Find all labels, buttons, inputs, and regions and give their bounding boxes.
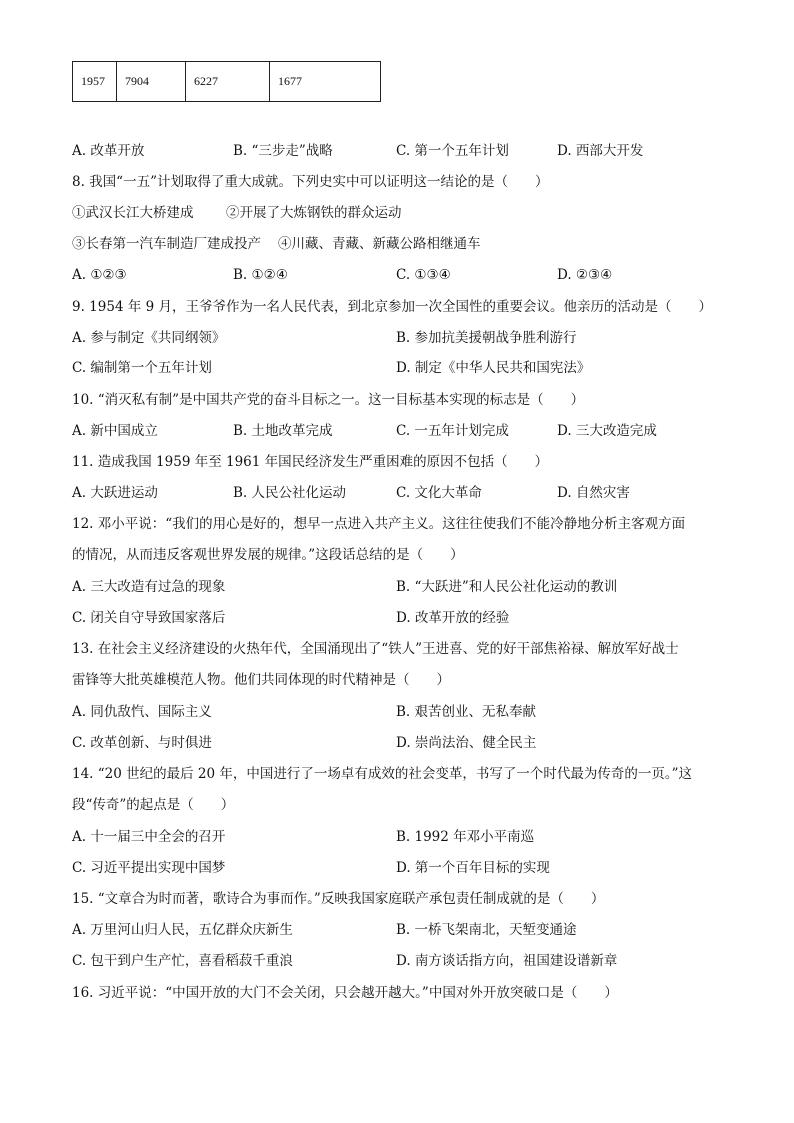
q12-stem-line-2: 的情况，从而违反客观世界发展的规律。”这段话总结的是（ ） <box>72 547 464 563</box>
q9-option-a: A. 参与制定《共同纲领》 <box>72 330 226 346</box>
table-row <box>73 62 381 102</box>
q16-stem: 16. 习近平说：“中国开放的大门不会关闭，只会越开越大。”中国对外开放突破口是（ ） <box>72 985 618 1001</box>
q8-item-3: ③长春第一汽车制造厂建成投产 <box>72 236 261 252</box>
q9-option-b: B. 参加抗美援朝战争胜利游行 <box>396 330 577 346</box>
q15-option-d: D. 南方谈话指方向，祖国建设谱新章 <box>396 953 618 969</box>
q8-option-b: B. ①②④ <box>233 267 288 283</box>
q12-option-b: B. “大跃进”和人民公社化运动的教训 <box>396 579 618 595</box>
q14-stem-line-1: 14. “20 世纪的最后 20 年，中国进行了一场卓有成效的社会变革，书写了一个时代最为传奇的一页。”这 <box>72 766 693 782</box>
q13-option-c: C. 改革创新、与时俱进 <box>72 735 212 751</box>
q10-option-c: C. 一五年计划完成 <box>396 423 509 439</box>
q9-option-d: D. 制定《中华人民共和国宪法》 <box>396 360 591 376</box>
q8-option-d: D. ②③④ <box>557 267 613 283</box>
q13-option-d: D. 崇尚法治、健全民主 <box>396 735 537 751</box>
q7-option-c: C. 第一个五年计划 <box>396 143 509 159</box>
q15-stem: 15. “文章合为时而著，歌诗合为事而作。”反映我国家庭联产承包责任制成就的是（ ） <box>72 891 605 907</box>
q10-option-d: D. 三大改造完成 <box>557 423 657 439</box>
table-cell-year: 1957 <box>73 62 117 102</box>
q7-option-d: D. 西部大开发 <box>557 143 644 159</box>
data-table <box>72 61 381 102</box>
q12-option-a: A. 三大改造有过急的现象 <box>72 579 226 595</box>
table-cell: 7904 <box>117 62 186 102</box>
q14-option-c: C. 习近平提出实现中国梦 <box>72 860 226 876</box>
q8-option-a: A. ①②③ <box>72 267 127 283</box>
q9-stem: 9. 1954 年 9 月，王爷爷作为一名人民代表，到北京参加一次全国性的重要会议。他亲历的活动是（ ） <box>72 299 712 315</box>
q10-option-a: A. 新中国成立 <box>72 423 158 439</box>
q8-item-4: ④川藏、青藏、新藏公路相继通车 <box>278 236 481 252</box>
q11-option-b: B. 人民公社化运动 <box>233 485 347 501</box>
table-cell: 6227 <box>186 62 270 102</box>
q11-option-a: A. 大跃进运动 <box>72 485 158 501</box>
q12-option-d: D. 改革开放的经验 <box>396 610 510 626</box>
q13-stem-line-1: 13. 在社会主义经济建设的火热年代，全国涌现出了“铁人”王进喜、党的好干部焦裕禄、解放军好战士 <box>72 641 679 657</box>
q14-stem-line-2: 段“传奇”的起点是（ ） <box>72 797 235 813</box>
q11-stem: 11. 造成我国 1959 年至 1961 年国民经济发生严重困难的原因不包括（ ） <box>72 454 549 470</box>
q15-option-a: A. 万里河山归人民，五亿群众庆新生 <box>72 922 293 938</box>
q12-option-c: C. 闭关自守导致国家落后 <box>72 610 226 626</box>
q14-option-a: A. 十一届三中全会的召开 <box>72 829 226 845</box>
q13-option-b: B. 艰苦创业、无私奉献 <box>396 704 537 720</box>
q8-item-1: ①武汉长江大桥建成 <box>72 205 194 221</box>
q7-option-a: A. 改革开放 <box>72 143 145 159</box>
q8-option-c: C. ①③④ <box>396 267 451 283</box>
q14-option-d: D. 第一个百年目标的实现 <box>396 860 550 876</box>
q11-option-c: C. 文化大革命 <box>396 485 482 501</box>
q8-stem: 8. 我国“一五”计划取得了重大成就。下列史实中可以证明这一结论的是（ ） <box>72 174 549 190</box>
q13-option-a: A. 同仇敌忾、国际主义 <box>72 704 212 720</box>
q9-option-c: C. 编制第一个五年计划 <box>72 360 212 376</box>
q13-stem-line-2: 雷锋等大批英雄模范人物。他们共同体现的时代精神是（ ） <box>72 672 450 688</box>
q15-option-c: C. 包干到户生产忙，喜看稻菽千重浪 <box>72 953 293 969</box>
q14-option-b: B. 1992 年邓小平南巡 <box>396 829 535 845</box>
q10-option-b: B. 土地改革完成 <box>233 423 333 439</box>
q12-stem-line-1: 12. 邓小平说：“我们的用心是好的，想早一点进入共产主义。这往往使我们不能冷静地分析主客观方面 <box>72 516 686 532</box>
q8-item-2: ②开展了大炼钢铁的群众运动 <box>226 205 402 221</box>
q11-option-d: D. 自然灾害 <box>557 485 630 501</box>
q10-stem: 10. “消灭私有制”是中国共产党的奋斗目标之一。这一目标基本实现的标志是（ ） <box>72 392 585 408</box>
q15-option-b: B. 一桥飞架南北，天堑变通途 <box>396 922 577 938</box>
table-cell: 1677 <box>270 62 381 102</box>
q7-option-b: B. “三步走”战略 <box>233 143 333 159</box>
